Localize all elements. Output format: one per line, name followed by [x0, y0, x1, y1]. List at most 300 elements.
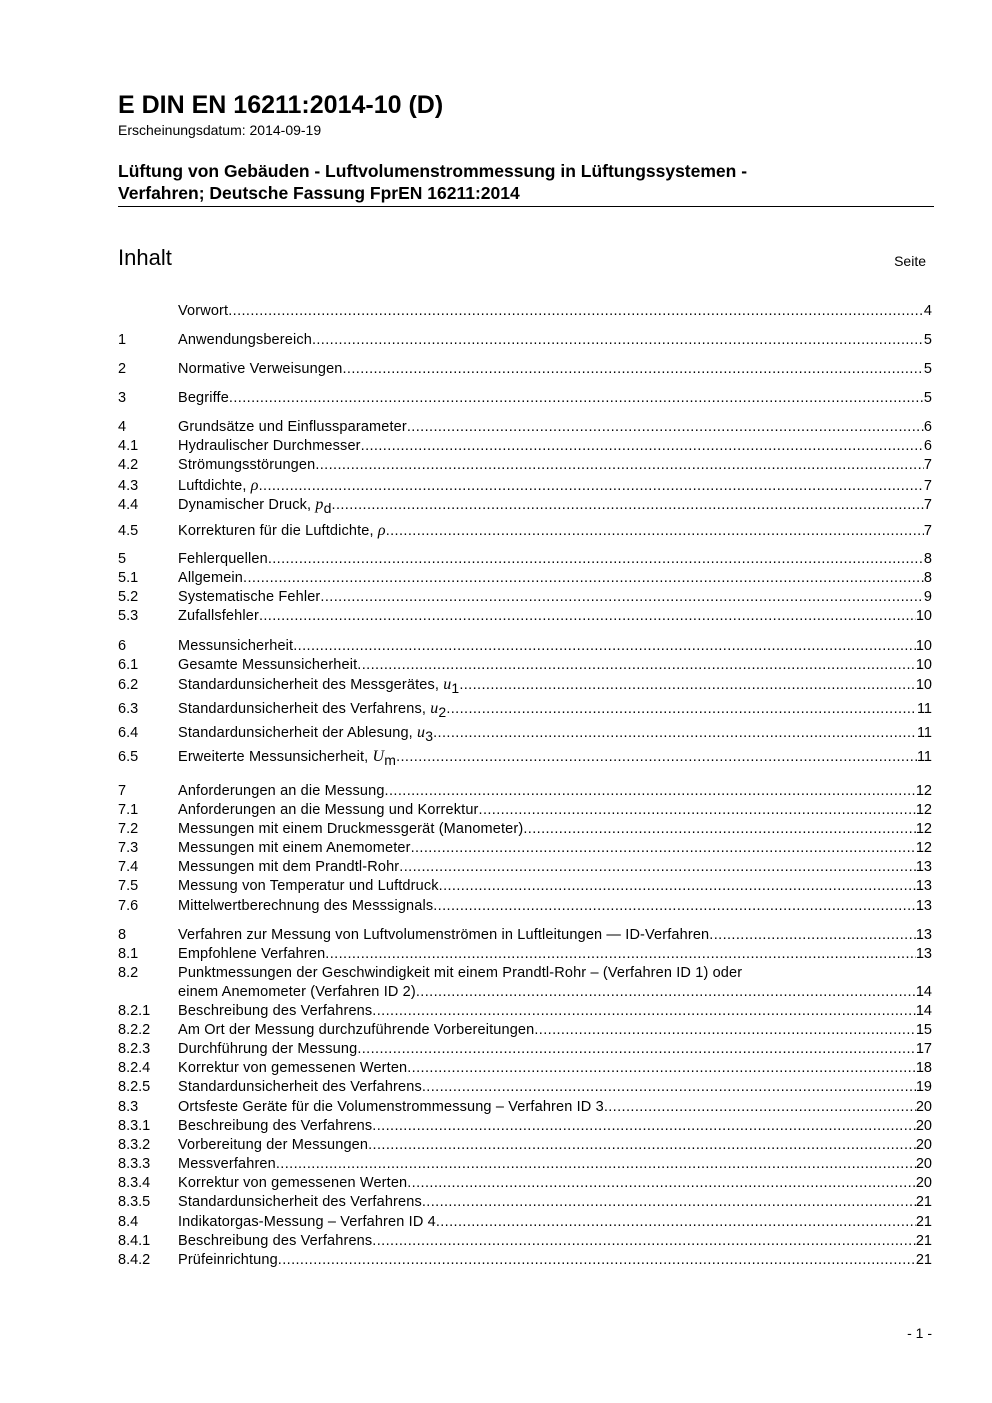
toc-entry[interactable]: [118, 607, 932, 626]
toc-entry-body: [178, 637, 932, 656]
toc-entry[interactable]: [118, 389, 932, 408]
toc-entry-page: 13: [915, 946, 932, 962]
toc-entry-page: 12: [915, 821, 932, 837]
toc-entry-label-text: Standardunsicherheit des Verfahrens: [178, 1194, 422, 1210]
toc-entry-page: 20: [915, 1175, 932, 1191]
toc-entry-label: [178, 1232, 372, 1251]
toc-dot-leader: [433, 897, 916, 916]
math-symbol: U: [372, 748, 385, 765]
toc-entry[interactable]: [118, 675, 932, 694]
toc-entry-number: 8.3.5: [118, 1194, 151, 1210]
toc-entry-label: [178, 801, 479, 820]
page-number: - 1 -: [907, 1325, 932, 1341]
document-title: E DIN EN 16211:2014-10 (D): [118, 91, 444, 119]
toc-entry[interactable]: [118, 418, 932, 437]
toc-entry-page: 12: [915, 783, 932, 799]
toc-entry-label-text: Hydraulischer Durchmesser: [178, 438, 361, 454]
toc-entry[interactable]: [118, 1040, 932, 1059]
toc-entry[interactable]: [118, 699, 932, 718]
toc-entry-page: 21: [915, 1194, 932, 1210]
toc-entry-label: [178, 637, 293, 656]
toc-entry-body: [178, 1213, 932, 1232]
toc-entry[interactable]: [118, 1251, 932, 1270]
toc-entry[interactable]: [118, 1213, 932, 1232]
toc-dot-leader: [229, 389, 924, 408]
toc-entry-number: 7.4: [118, 859, 139, 875]
toc-entry-number: 6: [118, 638, 127, 654]
toc-entry-label-text: Systematische Fehler: [178, 589, 321, 605]
toc-entry-page: 7: [923, 523, 932, 539]
toc-entry-body: [178, 1251, 932, 1270]
toc-entry[interactable]: [118, 801, 932, 820]
toc-entry-number: 8.2.5: [118, 1079, 151, 1095]
toc-dot-leader: [315, 456, 924, 475]
toc-entry-page: 10: [915, 608, 932, 624]
toc-dot-leader: [604, 1098, 916, 1117]
toc-dot-leader: [399, 858, 916, 877]
toc-entry-number: 8.2.3: [118, 1041, 151, 1057]
toc-dot-leader: [259, 477, 924, 496]
toc-entry[interactable]: [118, 820, 932, 839]
toc-entry-number: 4: [118, 419, 127, 435]
toc-dot-leader: [407, 1059, 916, 1078]
toc-entry-label-text: Begriffe: [178, 390, 229, 406]
toc-entry-label: [178, 926, 709, 945]
toc-entry-label-text: Fehlerquellen: [178, 551, 268, 567]
toc-entry-body: [178, 1232, 932, 1251]
toc-entry-page: 8: [923, 551, 932, 567]
toc-dot-leader: [259, 607, 916, 626]
toc-entry[interactable]: [118, 1117, 932, 1136]
toc-entry[interactable]: [118, 1059, 932, 1078]
toc-entry-number: 8.3.2: [118, 1137, 151, 1153]
toc-entry-body: [178, 1155, 932, 1174]
toc-entry-page: 15: [915, 1022, 932, 1038]
math-symbol: u: [430, 700, 439, 717]
toc-entry-page: 17: [915, 1041, 932, 1057]
toc-dot-leader: [523, 820, 916, 839]
toc-entry-page: 5: [923, 332, 932, 348]
toc-entry[interactable]: [118, 877, 932, 896]
toc-entry-label: [178, 331, 312, 350]
toc-entry[interactable]: [118, 637, 932, 656]
toc-entry-label-text: Standardunsicherheit des Verfahrens: [178, 1079, 422, 1095]
toc-entry-body: [178, 1040, 932, 1059]
toc-entry-label: [178, 1117, 372, 1136]
toc-entry[interactable]: [118, 569, 932, 588]
toc-entry-page: 11: [916, 701, 932, 717]
toc-entry[interactable]: [118, 1193, 932, 1212]
toc-entry-page: 20: [915, 1137, 932, 1153]
toc-entry-body: [178, 495, 932, 515]
toc-entry-label-text: Vorbereitung der Messungen: [178, 1137, 369, 1153]
toc-entry-body: [178, 389, 932, 408]
toc-entry-body: [178, 360, 932, 379]
toc-entry-body: [178, 456, 932, 475]
toc-entry-label: [178, 418, 407, 437]
toc-entry-label-text: Normative Verweisungen: [178, 361, 343, 377]
math-subscript: 1: [451, 680, 460, 695]
toc-dot-leader: [422, 1193, 916, 1212]
toc-entry-number: 7.5: [118, 878, 139, 894]
toc-entry-label: [178, 456, 315, 475]
toc-entry-page: 14: [915, 984, 932, 1000]
toc-entry-label: [178, 1155, 276, 1174]
toc-entry-label-text: Korrekturen für die Luftdichte,: [178, 523, 378, 539]
toc-entry-page: 13: [915, 898, 932, 914]
toc-dot-leader: [276, 1155, 916, 1174]
toc-page-column-label: Seite: [894, 253, 926, 269]
toc-entry-label: [178, 1136, 368, 1155]
toc-entry[interactable]: [118, 723, 932, 742]
toc-entry-label: [178, 945, 325, 964]
toc-dot-leader: [446, 700, 917, 719]
toc-entry-number: 5: [118, 551, 127, 567]
toc-dot-leader: [368, 1136, 916, 1155]
toc-entry-page: 7: [923, 457, 932, 473]
math-symbol: u: [443, 676, 452, 693]
toc-entry-number: 2: [118, 361, 127, 377]
toc-entry-number: 8.4.2: [118, 1252, 151, 1268]
toc-entry-number: 8.3.1: [118, 1118, 151, 1134]
toc-dot-leader: [268, 550, 924, 569]
toc-entry-number: 5.1: [118, 570, 139, 586]
toc-dot-leader: [416, 983, 916, 1002]
toc-entry-label-text: Allgemein: [178, 570, 244, 586]
toc-entry-body: [178, 607, 932, 626]
toc-entry-page: 7: [923, 497, 932, 513]
toc-dot-leader: [243, 569, 924, 588]
toc-entry-number: 5.3: [118, 608, 139, 624]
toc-entry-label: [178, 437, 361, 456]
toc-entry-label: [178, 1098, 604, 1117]
subtitle-line-2: Verfahren; Deutsche Fassung FprEN 16211:2014: [118, 183, 520, 203]
toc-entry-body: [178, 820, 932, 839]
toc-entry[interactable]: [118, 1002, 932, 1021]
toc-entry[interactable]: [118, 945, 932, 964]
toc-entry-label-text: Zufallsfehler: [178, 608, 259, 624]
toc-entry[interactable]: [118, 747, 932, 766]
toc-entry-body: [178, 699, 932, 719]
toc-entry-label-text: Anforderungen an die Messung: [178, 783, 385, 799]
toc-entry-label-text: Strömungsstörungen: [178, 457, 316, 473]
toc-entry-label-text: Korrektur von gemessenen Werten: [178, 1060, 408, 1076]
toc-entry-page: 20: [915, 1118, 932, 1134]
toc-entry-page: 11: [916, 725, 932, 741]
toc-entry-label: [178, 569, 243, 588]
toc-entry-label: [178, 360, 343, 379]
toc-entry-page: 14: [915, 1003, 932, 1019]
toc-entry-label: [178, 858, 399, 877]
toc-dot-leader: [357, 1040, 916, 1059]
toc-dot-leader: [459, 676, 916, 695]
toc-dot-leader: [343, 360, 924, 379]
toc-entry-body: [178, 418, 932, 437]
toc-entry-label-text: Vorwort: [178, 303, 229, 319]
toc-entry[interactable]: [118, 331, 932, 350]
toc-entry-body: [178, 801, 932, 820]
toc-entry[interactable]: [118, 926, 932, 945]
math-symbol: ρ: [250, 477, 259, 494]
toc-dot-leader: [709, 926, 916, 945]
toc-entry[interactable]: [118, 1098, 932, 1117]
toc-entry-label: [178, 521, 386, 541]
toc-entry-body: [178, 897, 932, 916]
toc-entry-label: [178, 675, 459, 695]
toc-entry-label-text: Prüfeinrichtung: [178, 1252, 278, 1268]
toc-entry-label: [178, 839, 411, 858]
toc-entry-label: [178, 550, 268, 569]
toc-entry-number: 8.2: [118, 965, 139, 981]
toc-dot-leader: [396, 748, 917, 767]
toc-entry-label-text: Anwendungsbereich: [178, 332, 312, 348]
toc-entry-label: [178, 782, 385, 801]
toc-entry-number: 7.1: [118, 802, 139, 818]
toc-entry-number: 8.4.1: [118, 1233, 151, 1249]
toc-entry[interactable]: [118, 1232, 932, 1251]
toc-entry-label-text: Standardunsicherheit der Ablesung,: [178, 725, 418, 741]
toc-entry[interactable]: [118, 1078, 932, 1097]
toc-dot-leader: [357, 656, 916, 675]
toc-entry-body: [178, 437, 932, 456]
toc-dot-leader: [372, 1002, 916, 1021]
toc-entry-label-continued: einem Anemometer (Verfahren ID 2): [178, 984, 416, 1000]
toc-entry-label: [178, 820, 523, 839]
toc-entry-number: 4.4: [118, 497, 139, 513]
toc-dot-leader: [407, 1174, 916, 1193]
toc-entry-body: [178, 588, 932, 607]
toc-entry-label: [178, 1021, 534, 1040]
toc-dot-leader: [422, 1078, 916, 1097]
publication-date: Erscheinungsdatum: 2014-09-19: [118, 122, 322, 138]
toc-entry-number: 6.5: [118, 749, 139, 765]
toc-entry-label-text: Verfahren zur Messung von Luftvolumenströmen in Luftleitungen — ID-Verfahren: [178, 927, 710, 943]
toc-entry-label: [178, 1040, 357, 1059]
toc-dot-leader: [433, 724, 917, 743]
toc-entry-label-text: Korrektur von gemessenen Werten: [178, 1175, 408, 1191]
toc-entry[interactable]: [118, 521, 932, 540]
toc-entry-label-text: Luftdichte,: [178, 478, 251, 494]
toc-entry-page: 5: [923, 361, 932, 377]
toc-entry-page: 6: [923, 438, 932, 454]
toc-entry[interactable]: [118, 302, 932, 321]
toc-entry-number: 5.2: [118, 589, 139, 605]
toc-entry-number: 7: [118, 783, 127, 799]
toc-entry-number: 8.3.4: [118, 1175, 151, 1191]
toc-entry-page: 13: [915, 859, 932, 875]
toc-dot-leader: [332, 496, 924, 515]
toc-entry-number: 3: [118, 390, 127, 406]
toc-heading: Inhalt: [118, 245, 172, 270]
toc-dot-leader: [361, 437, 924, 456]
toc-entry-label: [178, 1078, 422, 1097]
toc-dot-leader: [320, 588, 924, 607]
toc-entry-number: 4.2: [118, 457, 139, 473]
toc-entry-label-text: Beschreibung des Verfahrens: [178, 1003, 373, 1019]
toc-entry-body: [178, 839, 932, 858]
toc-entry-label-text: Anforderungen an die Messung und Korrektur: [178, 802, 479, 818]
toc-entry-body: [178, 926, 932, 945]
toc-entry-label-text: Am Ort der Messung durchzuführende Vorbereitungen: [178, 1022, 535, 1038]
toc-entry-label: [178, 302, 228, 321]
toc-entry[interactable]: [118, 839, 932, 858]
toc-entry-label-text: Mittelwertberechnung des Messsignals: [178, 898, 434, 914]
toc-entry-page: 13: [915, 878, 932, 894]
toc-entry-label-text: Messungen mit dem Prandtl-Rohr: [178, 859, 400, 875]
toc-entry-label: [178, 1059, 407, 1078]
toc-entry-page: 20: [915, 1156, 932, 1172]
toc-entry-page: 20: [915, 1099, 932, 1115]
toc-entry-page: 6: [923, 419, 932, 435]
toc-entry-number: 6.2: [118, 677, 139, 693]
toc-entry[interactable]: [118, 1136, 932, 1155]
toc-entry-number: 1: [118, 332, 127, 348]
toc-entry-label-text: Messungen mit einem Anemometer: [178, 840, 411, 856]
toc-entry-number: 8.4: [118, 1214, 139, 1230]
toc-entry-body: [178, 1174, 932, 1193]
toc-dot-leader: [436, 1213, 916, 1232]
toc-entry-body: [178, 723, 932, 743]
toc-entry-body: [178, 476, 932, 496]
toc-entry-page: 18: [915, 1060, 932, 1076]
toc-entry-label-text: Grundsätze und Einflussparameter: [178, 419, 407, 435]
toc-entry-label: [178, 1213, 436, 1232]
toc-dot-leader: [325, 945, 916, 964]
toc-entry[interactable]: [118, 858, 932, 877]
toc-entry-body: [178, 521, 932, 541]
toc-dot-leader: [372, 1117, 916, 1136]
toc-dot-leader: [407, 418, 924, 437]
toc-entry-label: [178, 1193, 422, 1212]
toc-entry[interactable]: [118, 656, 932, 675]
toc-entry-label-text: Beschreibung des Verfahrens: [178, 1233, 373, 1249]
toc-entry-body: [178, 1078, 932, 1097]
toc-entry-label-text: Messunsicherheit: [178, 638, 294, 654]
subtitle-line-1: Lüftung von Gebäuden - Luftvolumenstrommessung in Lüftungssystemen -: [118, 161, 748, 181]
toc-entry[interactable]: [118, 476, 932, 495]
toc-entry-label-text: Beschreibung des Verfahrens: [178, 1118, 373, 1134]
toc-entry-label: [178, 607, 259, 626]
toc-entry-label: [178, 1251, 278, 1270]
toc-entry[interactable]: [118, 1155, 932, 1174]
toc-entry-body: [178, 983, 932, 1002]
toc-entry-page: 8: [923, 570, 932, 586]
toc-dot-leader: [385, 782, 916, 801]
toc-entry-body: [178, 569, 932, 588]
toc-entry-number: 8.3: [118, 1099, 139, 1115]
toc-entry-label: [178, 1174, 407, 1193]
toc-entry[interactable]: [118, 1174, 932, 1193]
toc-entry[interactable]: [118, 964, 932, 1002]
toc-entry-label-text: Standardunsicherheit des Messgerätes,: [178, 677, 444, 693]
document-subtitle: [118, 160, 938, 204]
math-symbol: u: [417, 724, 426, 741]
toc-entry-label-text: Messungen mit einem Druckmessgerät (Manometer): [178, 821, 524, 837]
toc-dot-leader: [439, 877, 916, 896]
toc-entry-label-text: Erweiterte Messunsicherheit,: [178, 749, 373, 765]
toc-entry-body: [178, 1098, 932, 1117]
toc-entry-label: [178, 588, 320, 607]
toc-entry-label-text: Indikatorgas-Messung – Verfahren ID 4: [178, 1214, 436, 1230]
toc-entry[interactable]: [118, 550, 932, 569]
toc-entry-number: 8.3.3: [118, 1156, 151, 1172]
toc-dot-leader: [228, 302, 924, 321]
toc-entry[interactable]: [118, 1021, 932, 1040]
toc-entry-number: 8.2.4: [118, 1060, 151, 1076]
toc-dot-leader: [386, 522, 924, 541]
toc-entry-body: [178, 1021, 932, 1040]
toc-entry-number: 4.5: [118, 523, 139, 539]
toc-entry[interactable]: [118, 360, 932, 379]
toc-entry[interactable]: [118, 588, 932, 607]
toc-entry-page: 11: [916, 749, 932, 765]
toc-entry-body: [178, 747, 932, 767]
toc-entry-body: [178, 858, 932, 877]
toc-entry-page: 4: [923, 303, 932, 319]
toc-entry-page: 10: [915, 657, 932, 673]
math-symbol: p: [315, 496, 324, 513]
toc-entry-body: [178, 656, 932, 675]
toc-entry[interactable]: [118, 456, 932, 475]
toc-entry[interactable]: [118, 495, 932, 514]
toc-entry-page: 12: [915, 840, 932, 856]
toc-entry-number: 7.6: [118, 898, 139, 914]
toc-entry-page: 7: [923, 478, 932, 494]
toc-entry-label-text: Dynamischer Druck,: [178, 497, 316, 513]
toc-entry-label: [178, 495, 332, 515]
toc-entry-label: Punktmessungen der Geschwindigkeit mit einem Prandtl-Rohr – (Verfahren ID 1) oder: [178, 965, 743, 981]
toc-entry-number: 6.4: [118, 725, 139, 741]
toc-dot-leader: [312, 331, 924, 350]
math-subscript: 2: [438, 704, 447, 719]
toc-dot-leader: [372, 1232, 916, 1251]
toc-entry-label-text: Empfohlene Verfahren: [178, 946, 326, 962]
toc-entry-number: 7.2: [118, 821, 139, 837]
toc-dot-leader: [293, 637, 916, 656]
toc-entry-label: [178, 656, 357, 675]
math-subscript: 3: [425, 728, 434, 743]
toc-entry-label: [178, 699, 446, 719]
toc-dot-leader: [534, 1021, 916, 1040]
toc-entry-number: 8.2.2: [118, 1022, 151, 1038]
toc-entry-body: [178, 302, 932, 321]
toc-entry-number: 4.3: [118, 478, 139, 494]
toc-entry-page: 5: [923, 390, 932, 406]
toc-entry-number: 8: [118, 927, 127, 943]
toc-entry-body: [178, 1117, 932, 1136]
toc-dot-leader: [411, 839, 916, 858]
toc-dot-leader: [479, 801, 916, 820]
toc-entry-label: [178, 897, 433, 916]
toc-entry[interactable]: [118, 782, 932, 801]
toc-entry-number: 6.1: [118, 657, 139, 673]
toc-entry-body: [178, 675, 932, 695]
toc-entry-number: 7.3: [118, 840, 139, 856]
toc-entry[interactable]: [118, 437, 932, 456]
toc-entry-number: 4.1: [118, 438, 139, 454]
toc-entry-body: [178, 331, 932, 350]
toc-entry-page: 12: [915, 802, 932, 818]
toc-entry-label-text: Ortsfeste Geräte für die Volumenstrommessung – Verfahren ID 3: [178, 1099, 604, 1115]
toc-entry[interactable]: [118, 897, 932, 916]
toc-entry-label-text: Standardunsicherheit des Verfahrens,: [178, 701, 431, 717]
toc-entry-body: [178, 550, 932, 569]
toc-entry-label: [178, 1002, 372, 1021]
toc-entry-number: 8.1: [118, 946, 139, 962]
toc-entry-page: 21: [915, 1214, 932, 1230]
math-subscript: m: [384, 752, 397, 767]
math-symbol: ρ: [377, 522, 386, 539]
